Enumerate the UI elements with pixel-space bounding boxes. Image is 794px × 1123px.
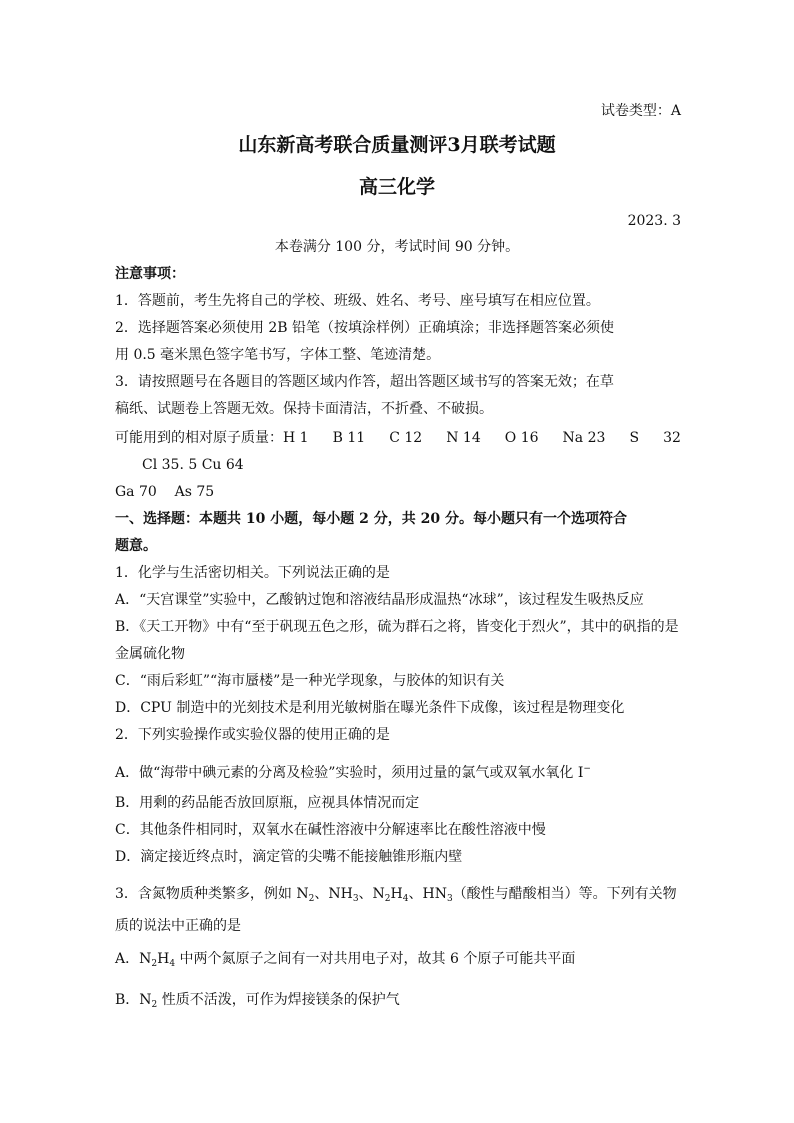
q1-option-c: C．“雨后彩虹”“海市蜃楼”是一种光学现象，与胶体的知识有关 [115, 673, 505, 689]
atomic-masses-line-3: Ga 70 As 75 [115, 484, 215, 500]
note-3-line-2: 稿纸、试题卷上答题无效。保持卡面清洁，不折叠、不破损。 [115, 401, 493, 417]
mass-s: S [629, 430, 640, 446]
q2-option-c: C．其他条件相同时，双氧水在碱性溶液中分解速率比在酸性溶液中慢 [115, 822, 546, 838]
mass-b: B 11 [332, 430, 366, 446]
note-3-line-1: 3．请按照题号在各题目的答题区域内作答，超出答题区域书写的答案无效；在草 [115, 374, 614, 390]
atomic-masses-label: 可能用到的相对原子质量：H 1 [115, 430, 309, 446]
q2-option-b: B．用剩的药品能否放回原瓶，应视具体情况而定 [115, 795, 420, 811]
exam-date: 2023. 3 [627, 213, 681, 229]
q2-option-d: D．滴定接近终点时，滴定管的尖嘴不能接触锥形瓶内壁 [115, 849, 463, 865]
q1-option-b-line-2: 金属硫化物 [115, 646, 185, 662]
q2-option-a: A．做“海带中碘元素的分离及检验”实验时，须用过量的氯气或双氧水氧化 I− [115, 764, 591, 781]
mass-o: O 16 [504, 430, 539, 446]
q1-option-d: D．CPU 制造中的光刻技术是利用光敏树脂在曝光条件下成像，该过程是物理变化 [115, 700, 625, 716]
q1-option-a: A．“天宫课堂”实验中，乙酸钠过饱和溶液结晶形成温热“冰球”，该过程发生吸热反应 [115, 592, 644, 608]
mass-n: N 14 [446, 430, 481, 446]
mass-na: Na 23 [562, 430, 606, 446]
subject-title: 高三化学 [358, 176, 435, 198]
exam-info: 本卷满分 100 分，考试时间 90 分钟。 [274, 239, 520, 255]
q3-stem-line-2: 质的说法中正确的是 [115, 918, 241, 934]
q1-stem: 1．化学与生活密切相关。下列说法正确的是 [115, 565, 390, 581]
q2-stem: 2．下列实验操作或实验仪器的使用正确的是 [115, 727, 390, 743]
note-1: 1．答题前，考生先将自己的学校、班级、姓名、考号、座号填写在相应位置。 [115, 293, 600, 309]
q3-stem-line-1: 3．含氮物质种类繁多，例如 $N_2$、$NH_3$、$N_2H_4$、$HN_3$（酸性与醋酸相当）等。下列有关物 [115, 886, 677, 904]
mass-s-value: 32 [663, 430, 681, 446]
paper-type: 试卷类型：A [600, 103, 681, 119]
note-2-line-1: 2．选择题答案必须使用 2B 铅笔（按填涂样例）正确填涂；非选择题答案必须使 [115, 320, 615, 336]
notes-heading: 注意事项： [115, 266, 185, 282]
q3-option-b: B．$N_2$ 性质不活泼，可作为焊接镁条的保护气 [115, 992, 400, 1010]
atomic-masses-line-2: Cl 35. 5 Cu 64 [142, 457, 244, 473]
q1-option-b-line-1: B．《天工开物》中有“至于矾现五色之形，硫为群石之将，皆变化于烈火”，其中的矾指的是 [115, 619, 679, 635]
mass-c: C 12 [389, 430, 423, 446]
note-2-line-2: 用 0.5 毫米黑色签字笔书写，字体工整、笔迹清楚。 [115, 347, 441, 363]
section-1-heading-line-2: 题意。 [115, 538, 157, 554]
q3-option-a: A．$N_2H_4$ 中两个氮原子之间有一对共用电子对，故其 6 个原子可能共平面 [115, 951, 576, 969]
atomic-masses-line-1 [115, 428, 681, 448]
section-1-heading-line-1: 一、选择题：本题共 10 小题，每小题 2 分，共 20 分。每小题只有一个选项符合 [115, 511, 627, 527]
exam-title: 山东新高考联合质量测评3月联考试题 [238, 134, 556, 156]
